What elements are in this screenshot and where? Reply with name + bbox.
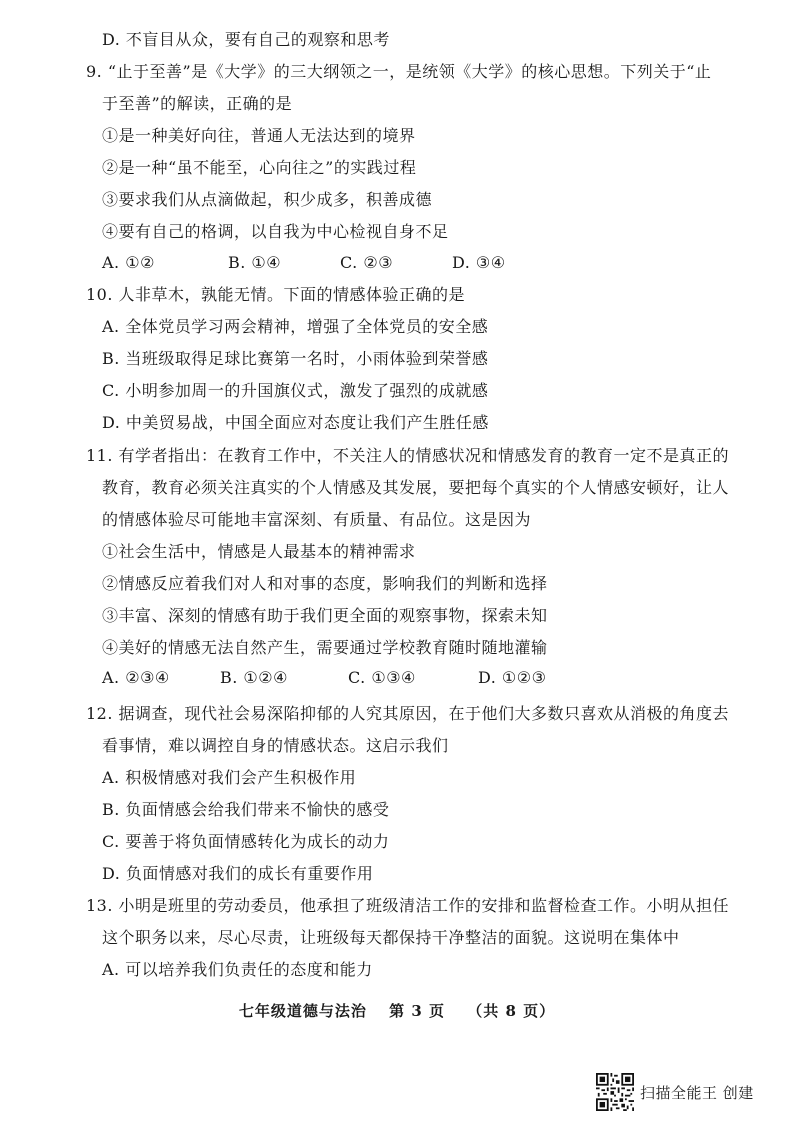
statement-item: ①社会生活中，情感是人最基本的精神需求	[102, 542, 416, 561]
option-b: B. 负面情感会给我们带来不愉快的感受	[102, 800, 390, 819]
question-stem: 13. 小明是班里的劳动委员，他承担了班级清洁工作的安排和监督检查工作。小明从担任	[86, 896, 730, 915]
question-stem-continued: 教育，教育必须关注真实的个人情感及其发展，要把每个真实的个人情感安顿好，让人	[102, 478, 730, 497]
question-stem: 12. 据调查，现代社会易深陷抑郁的人究其原因，在于他们大多数只喜欢从消极的角度去	[86, 704, 730, 723]
answer-choices	[102, 253, 506, 273]
footer-subject: 七年级道德与法治	[238, 1002, 367, 1020]
question-stem: 10. 人非草木，孰能无情。下面的情感体验正确的是	[86, 285, 466, 304]
option-a: A. 可以培养我们负责任的态度和能力	[102, 960, 373, 979]
statement-item: ②是一种“虽不能至，心向往之”的实践过程	[102, 158, 417, 177]
choice-c: C. ②③	[340, 253, 394, 272]
footer-page-number: 第 3 页	[389, 1002, 445, 1020]
footer-total-pages: （共 8 页）	[467, 1002, 556, 1020]
qr-code-icon	[596, 1073, 634, 1111]
statement-item: ③丰富、深刻的情感有助于我们更全面的观察事物，探索未知	[102, 606, 548, 625]
option-a: A. 积极情感对我们会产生积极作用	[102, 768, 357, 787]
option-c: C. 要善于将负面情感转化为成长的动力	[102, 832, 390, 851]
question-stem-continued: 的情感体验尽可能地丰富深刻、有质量、有品位。这是因为	[102, 510, 532, 529]
question-stem: 11. 有学者指出：在教育工作中，不关注人的情感状况和情感发育的教育一定不是真正的	[86, 446, 730, 465]
choice-d: D. ①②③	[478, 668, 547, 687]
statement-item: ④美好的情感无法自然产生，需要通过学校教育随时随地灌输	[102, 638, 548, 657]
option-d: D. 中美贸易战，中国全面应对态度让我们产生胜任感	[102, 413, 489, 432]
choice-b: B. ①②④	[220, 668, 288, 687]
option-c: C. 小明参加周一的升国旗仪式，激发了强烈的成就感	[102, 381, 489, 400]
question-stem-continued: 这个职务以来，尽心尽责，让班级每天都保持干净整洁的面貌。这说明在集体中	[102, 928, 680, 947]
statement-item: ③要求我们从点滴做起，积少成多，积善成德	[102, 190, 433, 209]
question-stem-continued: 于至善”的解读，正确的是	[102, 94, 293, 113]
statement-item: ②情感反应着我们对人和对事的态度，影响我们的判断和选择	[102, 574, 548, 593]
choice-a: A. ①②	[102, 253, 155, 272]
question-stem: 9. “止于至善”是《大学》的三大纲领之一，是统领《大学》的核心思想。下列关于“止	[86, 62, 712, 81]
option-a: A. 全体党员学习两会精神，增强了全体党员的安全感	[102, 317, 489, 336]
prev-question-option-d: D. 不盲目从众，要有自己的观察和思考	[102, 30, 390, 49]
statement-item: ④要有自己的格调，以自我为中心检视自身不足	[102, 222, 449, 241]
scanner-watermark	[596, 1072, 754, 1112]
option-d: D. 负面情感对我们的成长有重要作用	[102, 864, 374, 883]
option-b: B. 当班级取得足球比赛第一名时，小雨体验到荣誉感	[102, 349, 489, 368]
scanner-label: 扫描全能王 创建	[640, 1083, 754, 1102]
choice-c: C. ①③④	[348, 668, 416, 687]
page-footer	[0, 1000, 794, 1021]
answer-choices	[102, 668, 546, 688]
choice-a: A. ②③④	[102, 668, 170, 687]
statement-item: ①是一种美好向往，普通人无法达到的境界	[102, 126, 416, 145]
choice-b: B. ①④	[228, 253, 282, 272]
choice-d: D. ③④	[452, 253, 506, 272]
question-stem-continued: 看事情，难以调控自身的情感状态。这启示我们	[102, 736, 449, 755]
